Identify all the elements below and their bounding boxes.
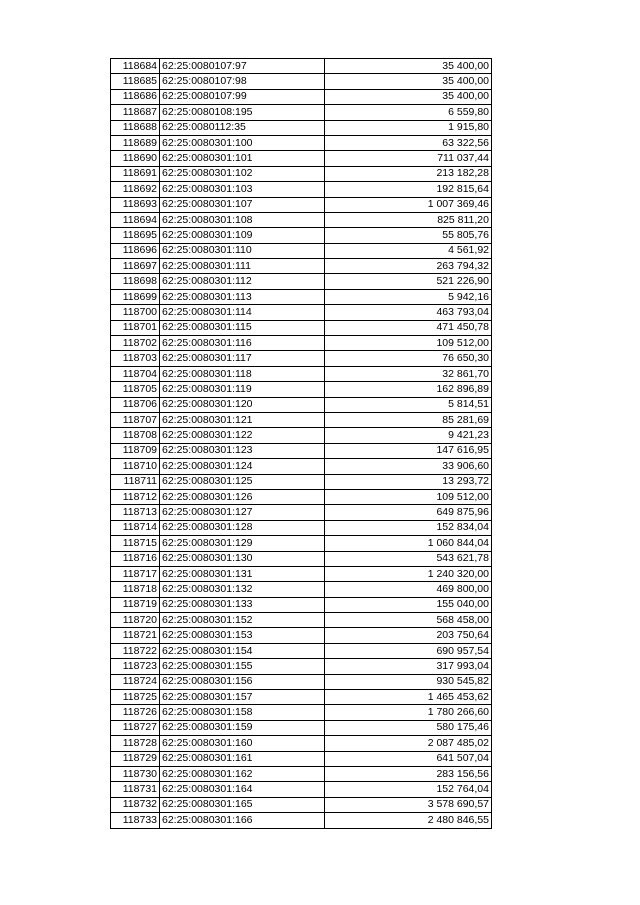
- row-number-cell: 118723: [111, 659, 160, 674]
- table-row: [111, 228, 492, 243]
- value-cell: 33 906,60: [325, 459, 492, 474]
- value-cell: 3 578 690,57: [325, 797, 492, 812]
- table-row: [111, 597, 492, 612]
- value-cell: 152 834,04: [325, 520, 492, 535]
- cadastral-number-cell: 62:25:0080301:101: [160, 151, 325, 166]
- row-number-cell: 118720: [111, 613, 160, 628]
- value-cell: 1 465 453,62: [325, 690, 492, 705]
- cadastral-number-cell: 62:25:0080301:116: [160, 336, 325, 351]
- table-row: [111, 366, 492, 381]
- cadastral-number-cell: 62:25:0080108:195: [160, 105, 325, 120]
- cadastral-number-cell: 62:25:0080301:127: [160, 505, 325, 520]
- table-row: [111, 443, 492, 458]
- table-row: [111, 105, 492, 120]
- value-cell: 5 814,51: [325, 397, 492, 412]
- row-number-cell: 118702: [111, 336, 160, 351]
- table-row: [111, 520, 492, 535]
- value-cell: 1 780 266,60: [325, 705, 492, 720]
- row-number-cell: 118699: [111, 289, 160, 304]
- table-row: [111, 705, 492, 720]
- table-row: [111, 766, 492, 781]
- table-body: [111, 59, 492, 829]
- row-number-cell: 118688: [111, 120, 160, 135]
- row-number-cell: 118709: [111, 443, 160, 458]
- value-cell: 35 400,00: [325, 59, 492, 74]
- value-cell: 5 942,16: [325, 289, 492, 304]
- cadastral-number-cell: 62:25:0080301:126: [160, 489, 325, 504]
- row-number-cell: 118690: [111, 151, 160, 166]
- cadastral-number-cell: 62:25:0080112:35: [160, 120, 325, 135]
- table-row: [111, 182, 492, 197]
- table-row: [111, 412, 492, 427]
- row-number-cell: 118724: [111, 674, 160, 689]
- table-row: [111, 243, 492, 258]
- value-cell: 543 621,78: [325, 551, 492, 566]
- table-row: [111, 536, 492, 551]
- row-number-cell: 118729: [111, 751, 160, 766]
- row-number-cell: 118717: [111, 566, 160, 581]
- cadastral-number-cell: 62:25:0080301:125: [160, 474, 325, 489]
- cadastral-number-cell: 62:25:0080301:102: [160, 166, 325, 181]
- value-cell: 85 281,69: [325, 412, 492, 427]
- cadastral-number-cell: 62:25:0080301:119: [160, 382, 325, 397]
- row-number-cell: 118731: [111, 782, 160, 797]
- table-row: [111, 613, 492, 628]
- row-number-cell: 118701: [111, 320, 160, 335]
- cadastral-number-cell: 62:25:0080301:156: [160, 674, 325, 689]
- table-row: [111, 505, 492, 520]
- row-number-cell: 118727: [111, 720, 160, 735]
- cadastral-number-cell: 62:25:0080301:117: [160, 351, 325, 366]
- table-row: [111, 74, 492, 89]
- value-cell: 641 507,04: [325, 751, 492, 766]
- cadastral-number-cell: 62:25:0080301:128: [160, 520, 325, 535]
- table-row: [111, 89, 492, 104]
- cadastral-number-cell: 62:25:0080301:153: [160, 628, 325, 643]
- cadastral-number-cell: 62:25:0080301:107: [160, 197, 325, 212]
- table-row: [111, 289, 492, 304]
- table-row: [111, 151, 492, 166]
- value-cell: 147 616,95: [325, 443, 492, 458]
- cadastral-number-cell: 62:25:0080301:129: [160, 536, 325, 551]
- row-number-cell: 118693: [111, 197, 160, 212]
- cadastral-number-cell: 62:25:0080301:157: [160, 690, 325, 705]
- row-number-cell: 118708: [111, 428, 160, 443]
- table-row: [111, 813, 492, 828]
- cadastral-number-cell: 62:25:0080301:114: [160, 305, 325, 320]
- cadastral-number-cell: 62:25:0080107:98: [160, 74, 325, 89]
- table-row: [111, 751, 492, 766]
- row-number-cell: 118696: [111, 243, 160, 258]
- cadastral-number-cell: 62:25:0080301:165: [160, 797, 325, 812]
- value-cell: 55 805,76: [325, 228, 492, 243]
- cadastral-number-cell: 62:25:0080301:100: [160, 135, 325, 150]
- cadastral-number-cell: 62:25:0080301:120: [160, 397, 325, 412]
- cadastral-number-cell: 62:25:0080301:154: [160, 643, 325, 658]
- value-cell: 35 400,00: [325, 89, 492, 104]
- cadastral-number-cell: 62:25:0080301:109: [160, 228, 325, 243]
- cadastral-number-cell: 62:25:0080301:118: [160, 366, 325, 381]
- value-cell: 711 037,44: [325, 151, 492, 166]
- value-cell: 2 087 485,02: [325, 736, 492, 751]
- value-cell: 109 512,00: [325, 489, 492, 504]
- row-number-cell: 118686: [111, 89, 160, 104]
- table-row: [111, 459, 492, 474]
- table-row: [111, 643, 492, 658]
- value-cell: 9 421,23: [325, 428, 492, 443]
- value-cell: 192 815,64: [325, 182, 492, 197]
- value-cell: 1 007 369,46: [325, 197, 492, 212]
- row-number-cell: 118703: [111, 351, 160, 366]
- value-cell: 825 811,20: [325, 212, 492, 227]
- cadastral-number-cell: 62:25:0080301:110: [160, 243, 325, 258]
- row-number-cell: 118725: [111, 690, 160, 705]
- table-row: [111, 397, 492, 412]
- row-number-cell: 118707: [111, 412, 160, 427]
- row-number-cell: 118728: [111, 736, 160, 751]
- row-number-cell: 118706: [111, 397, 160, 412]
- value-cell: 1 240 320,00: [325, 566, 492, 581]
- cadastral-number-cell: 62:25:0080301:103: [160, 182, 325, 197]
- value-cell: 13 293,72: [325, 474, 492, 489]
- table-row: [111, 120, 492, 135]
- table-row: [111, 166, 492, 181]
- cadastral-number-cell: 62:25:0080301:155: [160, 659, 325, 674]
- table-row: [111, 736, 492, 751]
- row-number-cell: 118695: [111, 228, 160, 243]
- table-row: [111, 690, 492, 705]
- table-row: [111, 59, 492, 74]
- table-row: [111, 135, 492, 150]
- table-row: [111, 720, 492, 735]
- value-cell: 162 896,89: [325, 382, 492, 397]
- table-row: [111, 489, 492, 504]
- table-row: [111, 259, 492, 274]
- value-cell: 568 458,00: [325, 613, 492, 628]
- table-row: [111, 351, 492, 366]
- value-cell: 35 400,00: [325, 74, 492, 89]
- table-row: [111, 582, 492, 597]
- value-cell: 463 793,04: [325, 305, 492, 320]
- cadastral-number-cell: 62:25:0080301:159: [160, 720, 325, 735]
- table-row: [111, 197, 492, 212]
- row-number-cell: 118687: [111, 105, 160, 120]
- row-number-cell: 118715: [111, 536, 160, 551]
- cadastral-number-cell: 62:25:0080301:132: [160, 582, 325, 597]
- row-number-cell: 118697: [111, 259, 160, 274]
- table-row: [111, 674, 492, 689]
- cadastral-number-cell: 62:25:0080301:158: [160, 705, 325, 720]
- row-number-cell: 118733: [111, 813, 160, 828]
- cadastral-number-cell: 62:25:0080301:122: [160, 428, 325, 443]
- value-cell: 32 861,70: [325, 366, 492, 381]
- row-number-cell: 118704: [111, 366, 160, 381]
- cadastral-number-cell: 62:25:0080301:115: [160, 320, 325, 335]
- row-number-cell: 118685: [111, 74, 160, 89]
- table-row: [111, 428, 492, 443]
- value-cell: 317 993,04: [325, 659, 492, 674]
- cadastral-number-cell: 62:25:0080301:124: [160, 459, 325, 474]
- value-cell: 263 794,32: [325, 259, 492, 274]
- value-cell: 471 450,78: [325, 320, 492, 335]
- table-row: [111, 659, 492, 674]
- cadastral-number-cell: 62:25:0080301:162: [160, 766, 325, 781]
- table-row: [111, 628, 492, 643]
- value-cell: 4 561,92: [325, 243, 492, 258]
- value-cell: 690 957,54: [325, 643, 492, 658]
- value-cell: 2 480 846,55: [325, 813, 492, 828]
- value-cell: 63 322,56: [325, 135, 492, 150]
- row-number-cell: 118691: [111, 166, 160, 181]
- table-row: [111, 566, 492, 581]
- row-number-cell: 118712: [111, 489, 160, 504]
- value-cell: 521 226,90: [325, 274, 492, 289]
- row-number-cell: 118719: [111, 597, 160, 612]
- cadastral-number-cell: 62:25:0080301:160: [160, 736, 325, 751]
- value-cell: 203 750,64: [325, 628, 492, 643]
- cadastral-number-cell: 62:25:0080301:130: [160, 551, 325, 566]
- value-cell: 1 915,80: [325, 120, 492, 135]
- cadastral-number-cell: 62:25:0080301:121: [160, 412, 325, 427]
- document-table: [110, 58, 492, 829]
- value-cell: 213 182,28: [325, 166, 492, 181]
- value-cell: 6 559,80: [325, 105, 492, 120]
- row-number-cell: 118730: [111, 766, 160, 781]
- value-cell: 469 800,00: [325, 582, 492, 597]
- cadastral-number-cell: 62:25:0080107:99: [160, 89, 325, 104]
- row-number-cell: 118732: [111, 797, 160, 812]
- row-number-cell: 118714: [111, 520, 160, 535]
- value-cell: 930 545,82: [325, 674, 492, 689]
- cadastral-number-cell: 62:25:0080301:113: [160, 289, 325, 304]
- row-number-cell: 118721: [111, 628, 160, 643]
- row-number-cell: 118726: [111, 705, 160, 720]
- cadastral-number-cell: 62:25:0080301:111: [160, 259, 325, 274]
- table-row: [111, 212, 492, 227]
- cadastral-number-cell: 62:25:0080301:133: [160, 597, 325, 612]
- cadastral-number-cell: 62:25:0080301:108: [160, 212, 325, 227]
- value-cell: 283 156,56: [325, 766, 492, 781]
- row-number-cell: 118698: [111, 274, 160, 289]
- row-number-cell: 118692: [111, 182, 160, 197]
- table-row: [111, 336, 492, 351]
- table-row: [111, 305, 492, 320]
- row-number-cell: 118705: [111, 382, 160, 397]
- table-row: [111, 382, 492, 397]
- row-number-cell: 118713: [111, 505, 160, 520]
- value-cell: 76 650,30: [325, 351, 492, 366]
- cadastral-number-cell: 62:25:0080301:112: [160, 274, 325, 289]
- row-number-cell: 118716: [111, 551, 160, 566]
- value-cell: 649 875,96: [325, 505, 492, 520]
- cadastral-number-cell: 62:25:0080301:123: [160, 443, 325, 458]
- cadastral-number-cell: 62:25:0080301:152: [160, 613, 325, 628]
- table-row: [111, 320, 492, 335]
- row-number-cell: 118718: [111, 582, 160, 597]
- table-row: [111, 782, 492, 797]
- cadastral-number-cell: 62:25:0080301:161: [160, 751, 325, 766]
- cadastral-number-cell: 62:25:0080301:164: [160, 782, 325, 797]
- value-cell: 152 764,04: [325, 782, 492, 797]
- value-cell: 580 175,46: [325, 720, 492, 735]
- cadastral-number-cell: 62:25:0080107:97: [160, 59, 325, 74]
- row-number-cell: 118722: [111, 643, 160, 658]
- row-number-cell: 118700: [111, 305, 160, 320]
- value-cell: 1 060 844,04: [325, 536, 492, 551]
- table-row: [111, 474, 492, 489]
- table-row: [111, 551, 492, 566]
- row-number-cell: 118684: [111, 59, 160, 74]
- value-cell: 155 040,00: [325, 597, 492, 612]
- table-row: [111, 797, 492, 812]
- table-row: [111, 274, 492, 289]
- cadastral-number-cell: 62:25:0080301:166: [160, 813, 325, 828]
- row-number-cell: 118711: [111, 474, 160, 489]
- cadastral-number-cell: 62:25:0080301:131: [160, 566, 325, 581]
- row-number-cell: 118710: [111, 459, 160, 474]
- row-number-cell: 118689: [111, 135, 160, 150]
- value-cell: 109 512,00: [325, 336, 492, 351]
- row-number-cell: 118694: [111, 212, 160, 227]
